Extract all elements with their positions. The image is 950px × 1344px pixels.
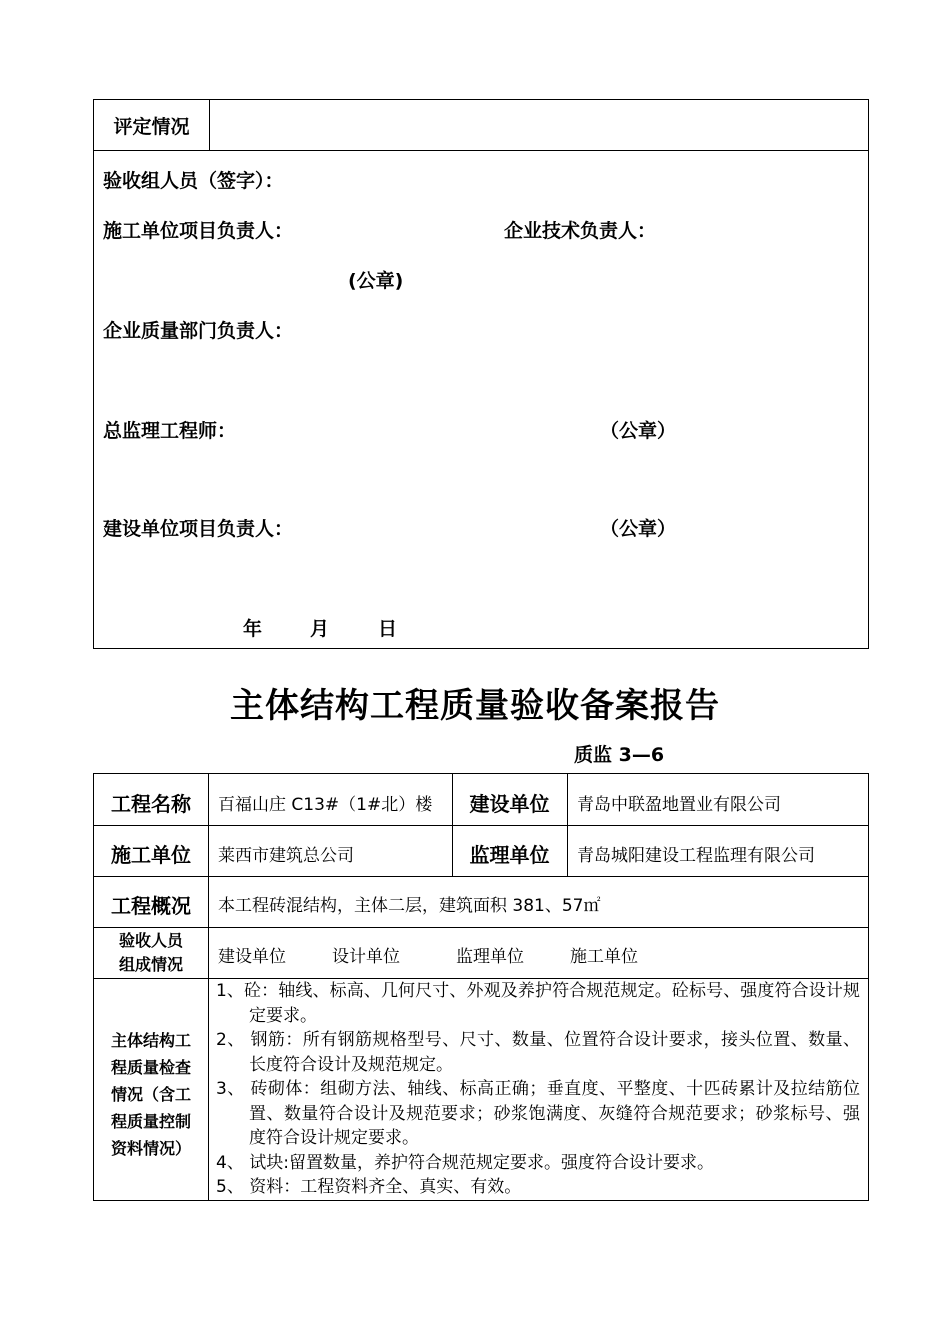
members-list [218, 942, 638, 967]
evaluation-row [94, 100, 868, 151]
members-signature-label: 验收组人员（签字）： [103, 170, 284, 192]
members-label [94, 929, 208, 977]
row-divider [94, 927, 868, 928]
quality-check-label [94, 1027, 208, 1162]
supervisor-value: 青岛城阳建设工程监理有限公司 [577, 846, 815, 866]
seal-3: （公章） [600, 518, 677, 540]
check-item: 3、 砖砌体：组砌方法、轴线、标高正确；垂直度、平整度、十匹砖累计及拉结筋位置、数量符合设计及规范要求；砂浆饱满度、灰缝符合规范要求；砂浆标号、强度符合设计规定要求。 [216, 1079, 860, 1148]
supervisor-label: 监理单位 [469, 843, 550, 867]
check-label-line: 情况（含工 [110, 1085, 191, 1104]
date-year: 年 [243, 618, 263, 640]
check-item: 4、 试块:留置数量，养护符合规范规定要求。强度符合设计要求。 [216, 1152, 714, 1173]
contractor-label: 施工单位 [111, 843, 191, 867]
check-label-line: 资料情况） [110, 1139, 191, 1158]
check-item: 1、砼：轴线、标高、几何尺寸、外观及养护符合规范规定。砼标号、强度符合设计规定要求。 [216, 981, 860, 1026]
date-month: 月 [310, 618, 330, 640]
row-divider [94, 825, 868, 826]
seal-1: (公章) [348, 270, 404, 292]
quality-check-items [216, 979, 860, 1200]
check-item: 2、 钢筋：所有钢筋规格型号、尺寸、数量、位置符合设计要求，接头位置、数量、长度符合设计及规范规定。 [216, 1030, 860, 1075]
overview-label: 工程概况 [111, 894, 191, 918]
overview-value: 本工程砖混结构，主体二层，建筑面积 381、57㎡ [218, 896, 601, 916]
seal-2: （公章） [600, 420, 677, 442]
quality-dept-label: 企业质量部门负责人： [103, 320, 294, 342]
check-label-line: 程质量控制 [110, 1112, 191, 1131]
member-owner: 建设单位 [218, 947, 286, 967]
check-label-line: 主体结构工 [110, 1031, 191, 1050]
chief-supervisor-label: 总监理工程师： [103, 420, 237, 442]
col-divider [208, 774, 209, 1201]
evaluation-label: 评定情况 [94, 100, 210, 150]
member-supervisor: 监理单位 [456, 947, 524, 967]
tech-lead-label: 企业技术负责人： [504, 220, 657, 242]
members-label-line: 验收人员 [118, 931, 183, 950]
member-contractor: 施工单位 [570, 947, 638, 967]
project-name-label: 工程名称 [111, 792, 191, 816]
owner-pm-label: 建设单位项目负责人： [103, 518, 294, 540]
report-title: 主体结构工程质量验收备案报告 [230, 686, 720, 726]
check-item: 5、 资料：工程资料齐全、真实、有效。 [216, 1177, 522, 1197]
member-designer: 设计单位 [332, 947, 400, 967]
report-table [93, 773, 869, 1201]
owner-label: 建设单位 [469, 792, 550, 816]
row-divider [94, 876, 868, 877]
owner-value: 青岛中联盈地置业有限公司 [577, 795, 781, 815]
members-label-line: 组成情况 [118, 955, 183, 974]
check-label-line: 程质量检查 [110, 1058, 191, 1077]
contractor-pm-label: 施工单位项目负责人： [103, 220, 294, 242]
form-code: 质监 3—6 [574, 744, 665, 766]
date-day: 日 [378, 618, 398, 640]
contractor-value: 莱西市建筑总公司 [218, 846, 354, 866]
approval-box [93, 99, 869, 649]
project-name-value: 百福山庄 C13#（1#北）楼 [218, 795, 433, 815]
col-divider [567, 774, 568, 876]
